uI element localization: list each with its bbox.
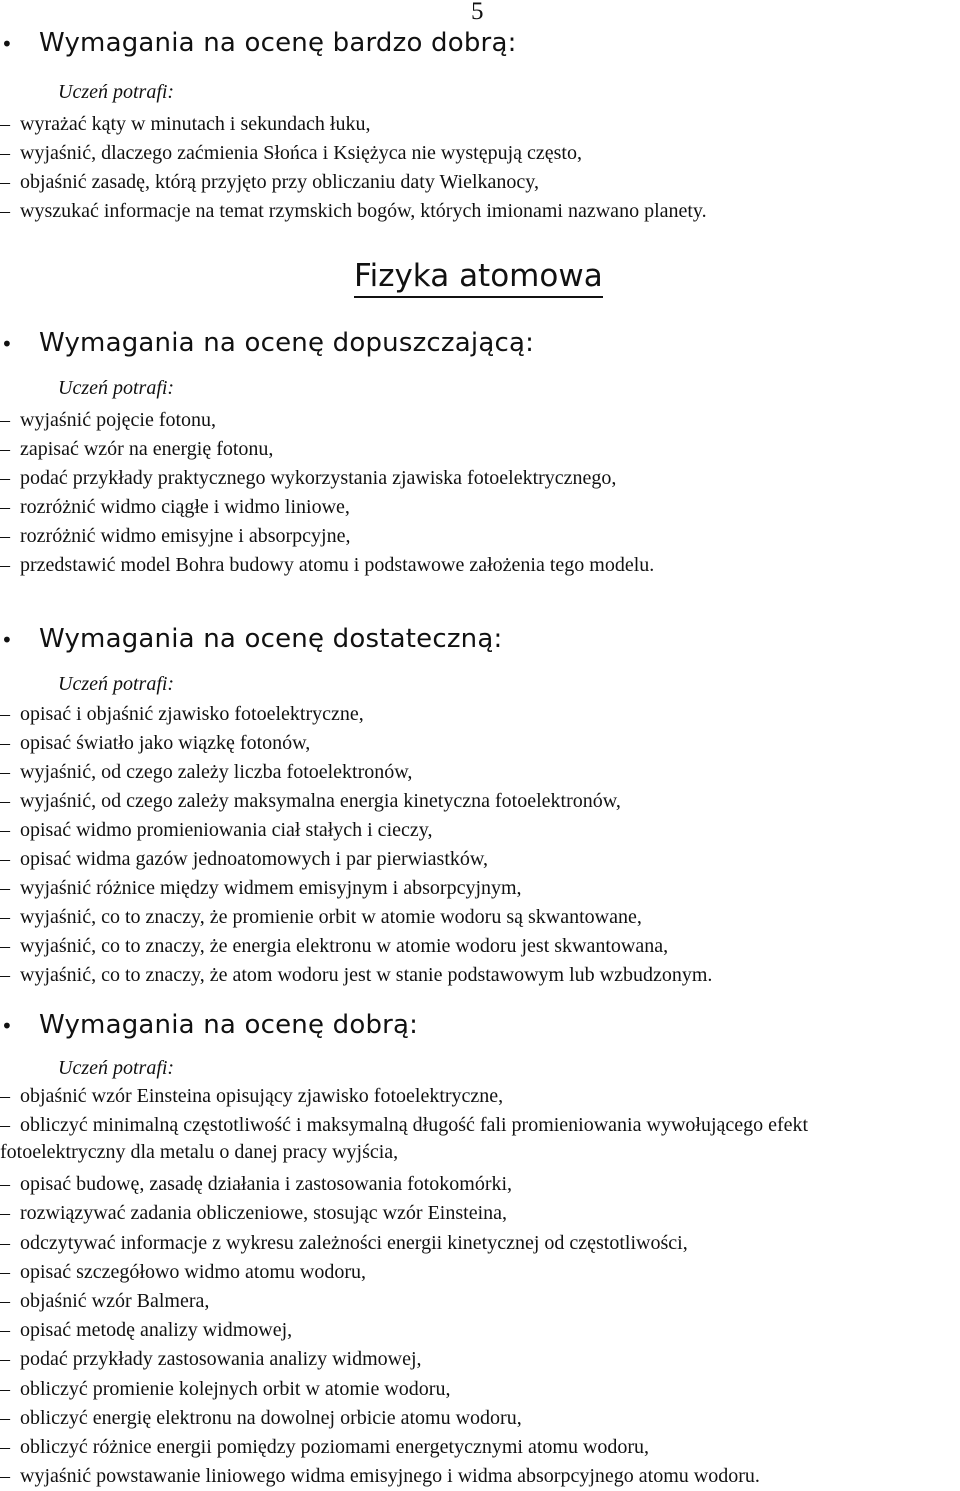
list-item: – wyjaśnić, co to znaczy, że promienie orbit w atomie wodoru są skwantowane, bbox=[0, 906, 642, 928]
requirements-list bbox=[0, 700, 712, 990]
list-item: – objaśnić wzór Einsteina opisujący zjawisko fotoelektryczne, bbox=[0, 1085, 504, 1107]
section-subtitle: Uczeń potrafi: bbox=[58, 377, 175, 399]
heading-text: Wymagania na ocenę dobrą: bbox=[39, 1010, 419, 1040]
list-item: – podać przykłady praktycznego wykorzystania zjawiska fotoelektrycznego, bbox=[0, 467, 617, 489]
list-item: – obliczyć promienie kolejnych orbit w atomie wodoru, bbox=[0, 1377, 451, 1400]
section-title: Fizyka atomowa bbox=[354, 256, 603, 298]
list-item: – wyjaśnić, co to znaczy, że atom wodoru jest w stanie podstawowym lub wzbudzonym. bbox=[0, 964, 713, 986]
requirements-list bbox=[0, 1082, 820, 1491]
list-item: – rozróżnić widmo ciągłe i widmo liniowe, bbox=[0, 496, 350, 518]
list-item: – wyrażać kąty w minutach i sekundach łuku, bbox=[0, 113, 371, 135]
requirements-list bbox=[0, 110, 707, 226]
list-item: – wyjaśnić pojęcie fotonu, bbox=[0, 409, 217, 431]
list-item: – opisać widmo promieniowania ciał stałych i cieczy, bbox=[0, 819, 433, 841]
list-item: – wyjaśnić powstawanie liniowego widma emisyjnego i widma absorpcyjnego atomu wodoru. bbox=[0, 1465, 760, 1488]
bullet-icon: • bbox=[1, 32, 13, 56]
list-item: – podać przykłady zastosowania analizy widmowej, bbox=[0, 1348, 422, 1371]
grade-heading-bardzo-dobra bbox=[0, 28, 517, 68]
list-item: – objaśnić zasadę, którą przyjęto przy obliczaniu daty Wielkanocy, bbox=[0, 171, 539, 193]
bullet-icon: • bbox=[1, 1014, 13, 1038]
list-item: – opisać światło jako wiązkę fotonów, bbox=[0, 732, 311, 754]
list-item: – obliczyć różnice energii pomiędzy poziomami energetycznymi atomu wodoru, bbox=[0, 1435, 650, 1458]
list-item: – obliczyć minimalną częstotliwość i maksymalną długość fali promieniowania wywołującego efekt fotoelektryczny dla metalu o danej pracy wyjścia, bbox=[0, 1114, 809, 1164]
list-item: – wyjaśnić, dlaczego zaćmienia Słońca i Księżyca nie występują często, bbox=[0, 142, 582, 164]
list-item: – wyszukać informacje na temat rzymskich bogów, których imionami nazwano planety. bbox=[0, 200, 707, 222]
section-subtitle: Uczeń potrafi: bbox=[58, 1057, 175, 1079]
section-subtitle: Uczeń potrafi: bbox=[58, 81, 175, 103]
list-item: – wyjaśnić, od czego zależy liczba fotoelektronów, bbox=[0, 761, 413, 783]
heading-text: Wymagania na ocenę dopuszczającą: bbox=[39, 328, 535, 358]
bullet-icon: • bbox=[1, 628, 13, 652]
grade-heading-dostateczna bbox=[0, 624, 502, 664]
list-item: – obliczyć energię elektronu na dowolnej orbicie atomu wodoru, bbox=[0, 1406, 522, 1429]
list-item: – objaśnić wzór Balmera, bbox=[0, 1289, 210, 1312]
list-item: – opisać szczegółowo widmo atomu wodoru, bbox=[0, 1260, 367, 1283]
grade-heading-dobra bbox=[0, 1010, 418, 1050]
list-item: – zapisać wzór na energię fotonu, bbox=[0, 438, 274, 460]
list-item: – opisać budowę, zasadę działania i zastosowania fotokomórki, bbox=[0, 1173, 513, 1196]
list-item: – opisać metodę analizy widmowej, bbox=[0, 1319, 293, 1342]
list-item: – wyjaśnić różnice między widmem emisyjnym i absorpcyjnym, bbox=[0, 877, 522, 899]
section-subtitle: Uczeń potrafi: bbox=[58, 673, 175, 695]
page-number: 5 bbox=[471, 0, 484, 25]
list-item: – rozróżnić widmo emisyjne i absorpcyjne, bbox=[0, 525, 351, 547]
requirements-list bbox=[0, 406, 654, 580]
list-item: – odczytywać informacje z wykresu zależności energii kinetycznej od częstotliwości, bbox=[0, 1231, 688, 1254]
list-item: – wyjaśnić, co to znaczy, że energia elektronu w atomie wodoru jest skwantowana, bbox=[0, 935, 669, 957]
bullet-icon: • bbox=[1, 332, 13, 356]
list-item: – rozwiązywać zadania obliczeniowe, stosując wzór Einsteina, bbox=[0, 1202, 508, 1225]
list-item: – opisać i objaśnić zjawisko fotoelektryczne, bbox=[0, 703, 364, 725]
list-item: – przedstawić model Bohra budowy atomu i podstawowe założenia tego modelu. bbox=[0, 554, 655, 576]
list-item: – opisać widma gazów jednoatomowych i par pierwiastków, bbox=[0, 848, 489, 870]
heading-text: Wymagania na ocenę bardzo dobrą: bbox=[39, 28, 517, 58]
grade-heading-dopuszczajaca bbox=[0, 328, 534, 368]
heading-text: Wymagania na ocenę dostateczną: bbox=[39, 624, 503, 654]
list-item: – wyjaśnić, od czego zależy maksymalna energia kinetyczna fotoelektronów, bbox=[0, 790, 621, 812]
